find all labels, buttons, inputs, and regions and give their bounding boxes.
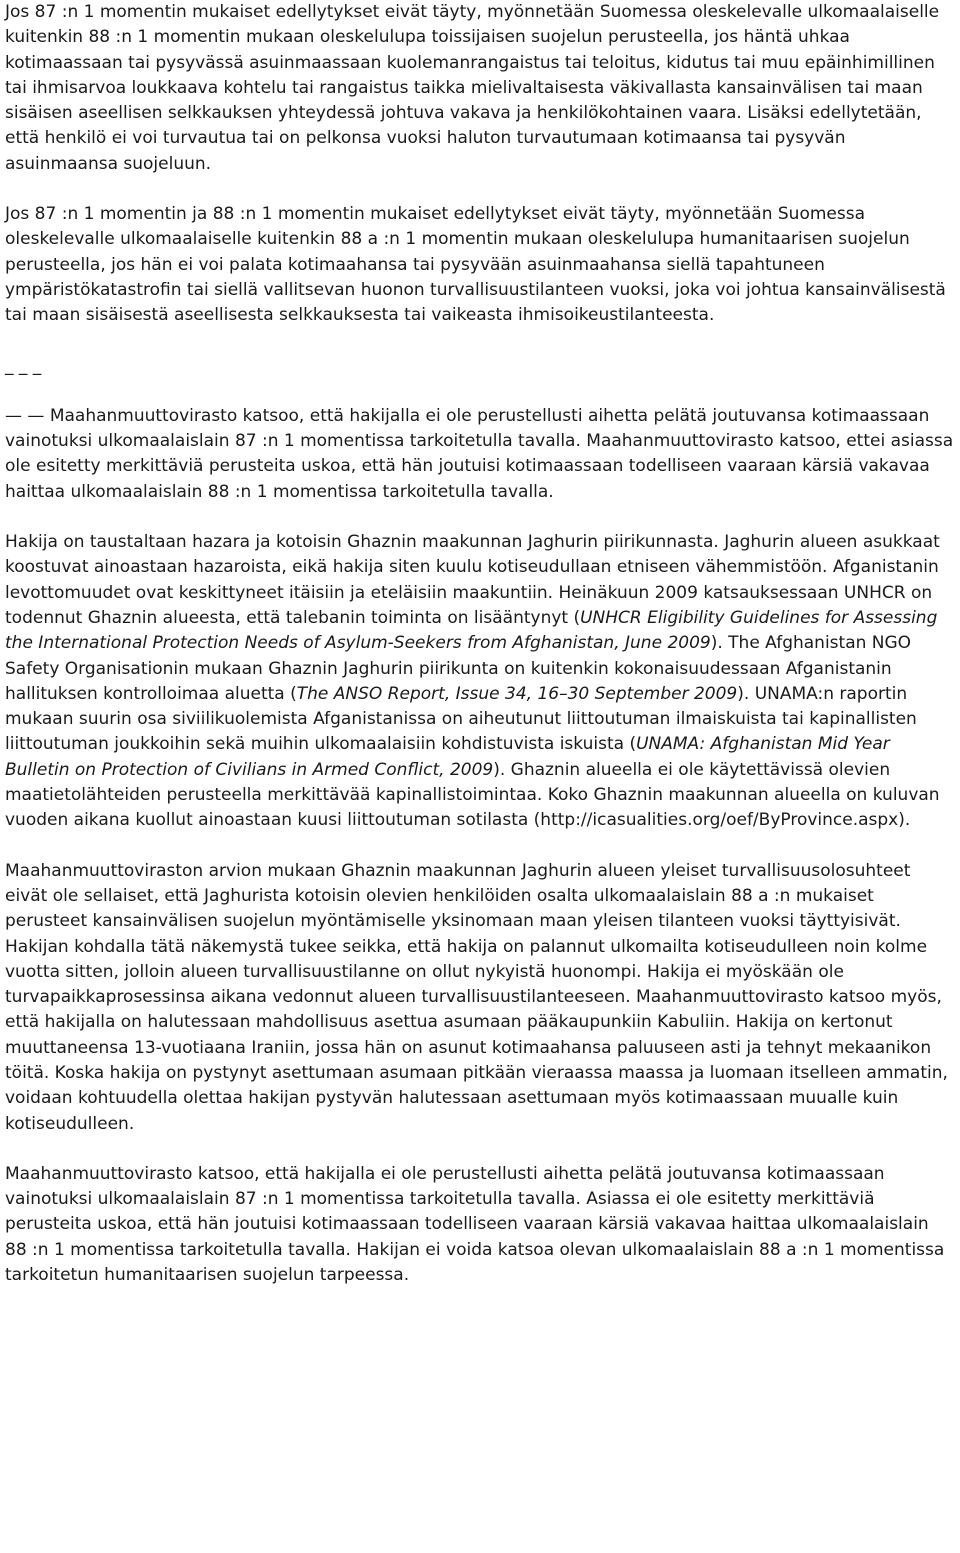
paragraph-gap [5, 1137, 955, 1162]
paragraph-text: ). UNAMA:n raportin mukaan suurin osa siviilikuolemista Afganistanissa on aiheutunut liittoutuman ilmaiskuista tai kapinallisten liittoutuman joukkoihin sekä muihin ulkomaalaisiin kohdistuvista iskuista ( [5, 683, 917, 755]
paragraph-gap [5, 177, 955, 202]
paragraph-text: Maahanmuuttoviraston arvion mukaan Ghaznin maakunnan Jaghurin alueen yleiset turvallisuusolosuhteet eivät ole sellaiset, että Jaghurista kotoisin olevien henkilöiden osalta ulkomaalaislain 88 a :n mukaiset perusteet kansainvälisen suojelun myöntämiselle yksinomaan maan yleisen tilanteen vuoksi täyttyisivät. Hakijan kohdalla tätä näkemystä tukee seikka, että hakija on palannut ulkomailta kotiseudulleen noin kolme vuotta sitten, jolloin alueen turvallisuustilanne on ollut nykyistä huonompi. Hakija ei myöskään ole turvapaikkaprosessinsa aikana vedonnut alueen turvallisuustilanteeseen. Maahanmuuttovirasto katsoo myös, että hakijalla on halutessaan mahdollisuus asettua asumaan pääkaupunkiin Kabuliin. Hakija on kertonut muuttaneensa 13-vuotiaana Iraniin, jossa hän on asunut kotimaahansa paluuseen asti ja tehnyt mekaanikon töitä. Koska hakija on pystynyt asettumaan asumaan pitkään vieraassa maassa ja luomaan itselleen ammatin, voidaan kohtuudella olettaa hakijan pystyvän halutessaan asettumaan myös kotimaassaan muualle kuin kotiseudulleen. [5, 860, 948, 1134]
citation-unhcr: UNHCR Eligibility Guidelines for Assessing the International Protection Needs of Asylum-Seekers from Afghanistan, June 2009 [5, 607, 938, 654]
paragraph-tausta-ja-lahteet [5, 530, 955, 834]
paragraph-text: ). The Afghanistan NGO Safety Organisationin mukaan Ghaznin Jaghurin piirikunta on kuitenkin kokonaisuudessaan Afganistanin hallituksen kontrolloimaa aluetta ( [5, 633, 912, 704]
paragraph-toissijainen-suojelu [5, 0, 955, 177]
section-separator [5, 354, 955, 379]
separator-text: _ _ _ [5, 355, 42, 376]
paragraph-text: Hakija on taustaltaan hazara ja kotoisin Ghaznin maakunnan Jaghurin piirikunnasta. Jaghurin alueen asukkaat koostuvat ainoastaan hazaroista, eikä hakija siten kuulu kotiseudullaan etniseen vähemmistöön. Afganistanin levottomuudet ovat keskittyneet itäisiin ja eteläisiin maakuntiin. Heinäkuun 2009 katsauksessaan UNHCR on todennut Ghaznin alueesta, että talebanin toiminta on lisääntynyt ( [5, 532, 940, 628]
document-page [5, 0, 955, 1288]
paragraph-vainon-arvio [5, 404, 955, 505]
paragraph-text: Maahanmuuttovirasto katsoo, että hakijalla ei ole perustellusti aihetta pelätä joutuvansa kotimaassaan vainotuksi ulkomaalaislain 87 :n 1 momentissa tarkoitetulla tavalla. Maahanmuuttovirasto katsoo, ettei asiassa ole esitetty merkittäviä perusteita uskoa, että hän joutuisi kotimaassaan todelliseen vaaraan kärsiä vakavaa haittaa ulkomaalaislain 88 :n 1 momentissa tarkoitetulla tavalla. [5, 405, 954, 502]
paragraph-gap [5, 329, 955, 354]
paragraph-humanitaarinen-suojelu [5, 202, 955, 328]
paragraph-text: Maahanmuuttovirasto katsoo, että hakijalla ei ole perustellusti aihetta pelätä joutuvansa kotimaassaan vainotuksi ulkomaalaislain 87 :n 1 momentissa tarkoitetulla tavalla. Asiassa ei ole esitetty merkittäviä perusteita uskoa, että hän joutuisi kotimaassaan todelliseen vaaraan kärsiä vakavaa haittaa ulkomaalaislain 88 :n 1 momentissa tarkoitetulla tavalla. Hakijan ei voida katsoa olevan ulkomaalaislain 88 a :n 1 momentissa tarkoitetun humanitaarisen suojelun tarpeessa. [5, 1163, 945, 1286]
paragraph-turvallisuusarvio [5, 859, 955, 1137]
citation-anso: The ANSO Report, Issue 34, 16–30 September 2009 [296, 683, 738, 704]
paragraph-text: Jos 87 :n 1 momentin mukaiset edellytykset eivät täyty, myönnetään Suomessa oleskelevalle ulkomaalaiselle kuitenkin 88 :n 1 momentin mukaan oleskelulupa toissijaisen suojelun perusteella, jos häntä uhkaa kotimaassaan tai pysyvässä asuinmaassaan kuolemanrangaistus tai teloitus, kidutus tai muu epäinhimillinen tai ihmisarvoa loukkaava kohtelu tai rangaistus taikka mielivaltaisesta väkivallasta kansainvälisen tai maan sisäisen aseellisen selkkauksen yhteydessä johtuva vakava ja henkilökohtainen vaara. Lisäksi edellytetään, että henkilö ei voi turvautua tai on pelkonsa vuoksi haluton turvautumaan kotimaansa tai pysyvän asuinmaansa suojeluun. [5, 2, 940, 174]
paragraph-gap [5, 505, 955, 530]
paragraph-gap [5, 379, 955, 404]
paragraph-text: Jos 87 :n 1 momentin ja 88 :n 1 momentin mukaiset edellytykset eivät täyty, myönnetään Suomessa oleskelevalle ulkomaalaiselle kuitenkin 88 a :n 1 momentin mukaan oleskelulupa humanitaarisen suojelun perusteella, jos hän ei voi palata kotimaahansa tai pysyvään asuinmaahansa siellä tapahtuneen ympäristökatastrofin tai siellä vallitsevan huonon turvallisuustilanteen vuoksi, joka voi johtua kansainvälisestä tai maan sisäisestä aseellisesta selkkauksesta tai vaikeasta ihmisoikeustilanteesta. [5, 204, 946, 326]
paragraph-text: ). Ghaznin alueella ei ole käytettävissä olevien maatietolähteiden perusteella merkittävää kapinallistoimintaa. Koko Ghaznin maakunnan alueella on kuluvan vuoden aikana kuollut ainoastaan kuusi liittoutuman sotilasta (http://icasualities.org/oef/ByProvince.aspx). [5, 759, 940, 831]
dash-prefix: — — [5, 405, 45, 426]
citation-unama: UNAMA: Afghanistan Mid Year Bulletin on Protection of Civilians in Armed Conflict, 2009 [5, 734, 890, 780]
paragraph-gap [5, 834, 955, 859]
paragraph-johtopaatos [5, 1162, 955, 1288]
